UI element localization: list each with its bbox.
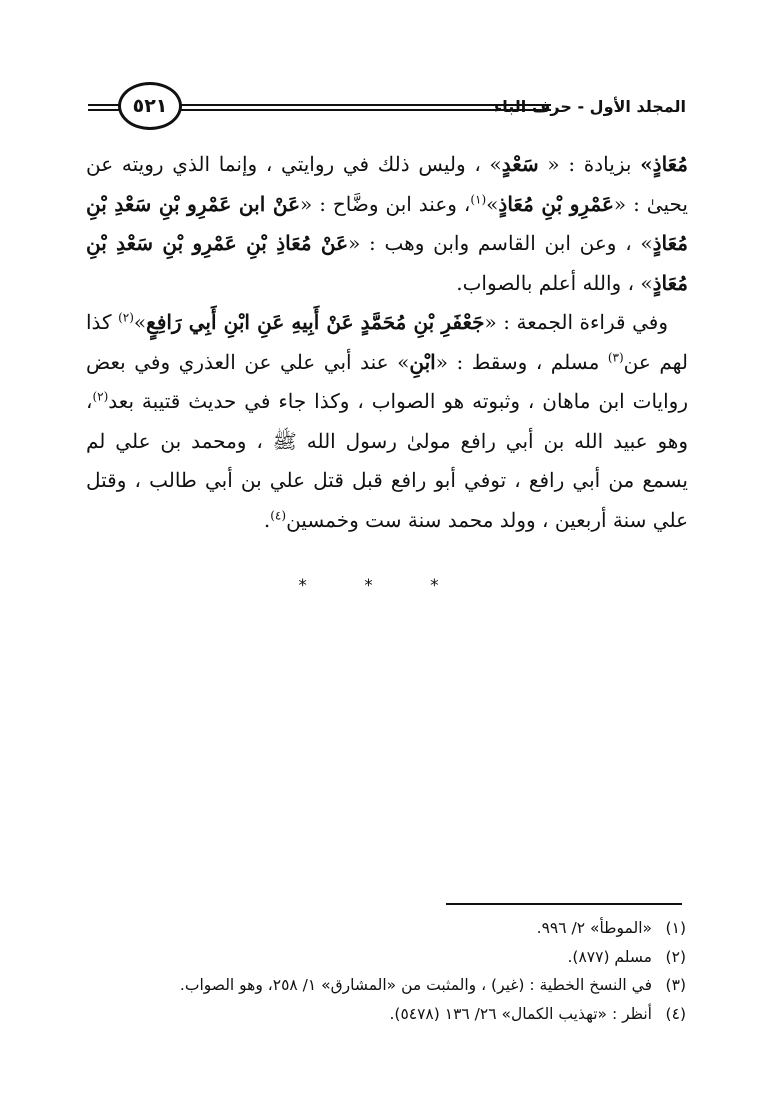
- footnote-item: [86, 914, 686, 943]
- quoted-name: جَعْفَرِ بْنِ مُحَمَّدٍ عَنْ أَبِيهِ عَنِ ابْنِ أَبِي رَافِعٍ: [146, 310, 485, 334]
- text-run: بزيادة : «: [547, 152, 632, 176]
- quoted-name: عَمْرِو بْنِ مُعَاذٍ: [498, 191, 614, 216]
- main-text: [86, 145, 688, 540]
- footnote-number: (١): [665, 919, 686, 937]
- quoted-name: عَنْ ابن عَمْرِو بْنِ سَعْدِ بْنِ مُعَاذٍ: [86, 191, 689, 255]
- paragraph-1: [86, 145, 688, 303]
- footnote-item: [86, 971, 686, 1000]
- footnote-number: (٤): [665, 1004, 686, 1023]
- footnote-text: أنظر : «تهذيب الكمال» ٢٦/ ١٣٦ (٥٤٧٨).: [389, 1004, 652, 1023]
- text-run: »: [486, 191, 499, 216]
- page-number: ٥٢١: [118, 82, 182, 130]
- footnote-ref[interactable]: (٤): [270, 507, 287, 522]
- footnote-ref[interactable]: (٢): [118, 310, 134, 325]
- text-run: » ، وعن ابن القاسم وابن وهب : «: [348, 231, 653, 255]
- footnote-ref[interactable]: (١): [470, 191, 487, 206]
- text-run: كذا لهم عن: [86, 310, 688, 374]
- footnote-ref[interactable]: (٢): [92, 389, 109, 404]
- footnote-rule: [446, 903, 682, 905]
- paragraph-2: [86, 303, 688, 540]
- quoted-name: ابْنِ: [409, 349, 436, 374]
- running-title: المجلد الأول - حرف الباء: [494, 97, 686, 116]
- page-header: [88, 78, 686, 138]
- section-separator: * * *: [298, 576, 465, 596]
- text-run: » ، وليس ذلك في روايتي ، وإنما الذي رويته عن يحيىٰ :: [86, 152, 688, 216]
- text-run: ، وهو عبيد الله بن أبي رافع مولىٰ رسول الله ﷺ ، ومحمد بن علي لم يسمع من أبي رافع ، توفي أبو رافع قبل قتل علي بن أبي طالب ، وقتل علي سنة أربعين ، وولد محمد سنة ست وخمسين: [86, 389, 688, 532]
- text-run: »: [133, 310, 147, 334]
- quoted-name: مُعَاذٍ»: [640, 152, 689, 176]
- text-run: » ، والله أعلم بالصواب.: [456, 270, 653, 295]
- text-run: » عند أبي علي عن العذري وفي بعض روايات ابن ماهان ، وثبوته هو الصواب ، وكذا جاء في حديث قتيبة بعد: [86, 349, 688, 413]
- footnote-number: (٣): [665, 976, 686, 994]
- footnote-text: مسلم (٨٧٧).: [567, 947, 652, 966]
- footnote-item: [86, 943, 686, 972]
- footnote-number: (٢): [665, 947, 686, 966]
- text-run: «: [613, 191, 627, 216]
- footnote-ref[interactable]: (٣): [607, 349, 624, 364]
- text-run: وفي قراءة الجمعة : «: [484, 310, 668, 334]
- footnote-text: «الموطأ» ٢/ ٩٩٦.: [536, 919, 652, 937]
- text-run: ، وعند ابن وضَّاح : «: [300, 191, 471, 216]
- quoted-name: سَعْدٍ: [501, 152, 539, 176]
- footnote-text: في النسخ الخطية : (غير) ، والمثبت من «المشارق» ١/ ٢٥٨، وهو الصواب.: [179, 976, 652, 994]
- text-run: .: [263, 507, 271, 532]
- footnote-item: [86, 1000, 686, 1029]
- quoted-name: عَنْ مُعَاذِ بْنِ عَمْرِو بْنِ سَعْدِ بْنِ مُعَاذٍ: [86, 231, 688, 295]
- footnotes: [86, 914, 686, 1028]
- text-run: مسلم ، وسقط : «: [435, 349, 608, 374]
